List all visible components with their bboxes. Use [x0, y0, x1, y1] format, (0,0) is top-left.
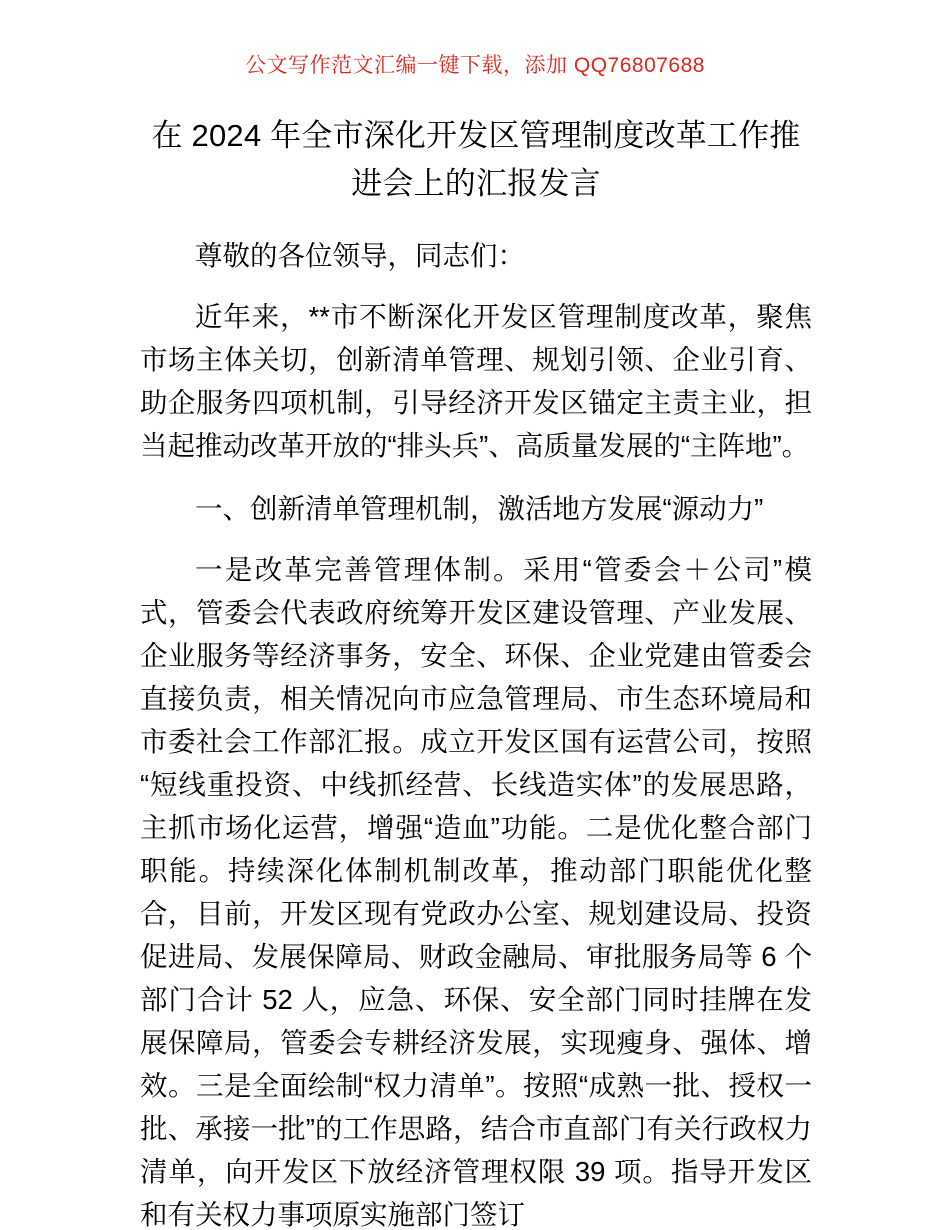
salutation-paragraph: 尊敬的各位领导，同志们：	[195, 240, 525, 271]
section-heading-one: 一、创新清单管理机制，激活地方发展“源动力”	[195, 493, 764, 524]
section-one-body-paragraph: 一是改革完善管理体制。采用“管委会＋公司”模式，管委会代表政府统筹开发区建设管理、产业发展、企业服务等经济事务，安全、环保、企业党建由管委会直接负责，相关情况向市应急管理局、市生态环境局和市委社会工作部汇报。成立开发区国有运营公司，按照“短线重投资、中线抓经营、长线造实体”的发展思路，主抓市场化运营，增强“造血”功能。二是优化整合部门职能。持续深化体制机制改革，推动部门职能优化整合，目前，开发区现有党政办公室、规划建设局、投资促进局、发展保障局、财政金融局、审批服务局等 6 个部门合计 52 人，应急、环保、安全部门同时挂牌在发展保障局，管委会专耕经济发展，实现瘦身、强体、增效。三是全面绘制“权力清单”。按照“成熟一批、授权一批、承接一批”的工作思路，结合市直部门有关行政权力清单，向开发区下放经济管理权限 39 项。指导开发区和有关权力事项原实施部门签订	[140, 554, 812, 1230]
intro-paragraph: 近年来，**市不断深化开发区管理制度改革，聚焦市场主体关切，创新清单管理、规划引领、企业引育、助企服务四项机制，引导经济开发区锚定主责主业，担当起推动改革开放的“排头兵”、高质量发展的“主阵地”。	[140, 301, 812, 461]
document-body	[140, 112, 812, 1230]
document-title: 在 2024 年全市深化开发区管理制度改革工作推进会上的汇报发言	[151, 118, 801, 201]
promo-header-text: 公文写作范文汇编一键下载，添加 QQ76807688	[245, 54, 705, 77]
